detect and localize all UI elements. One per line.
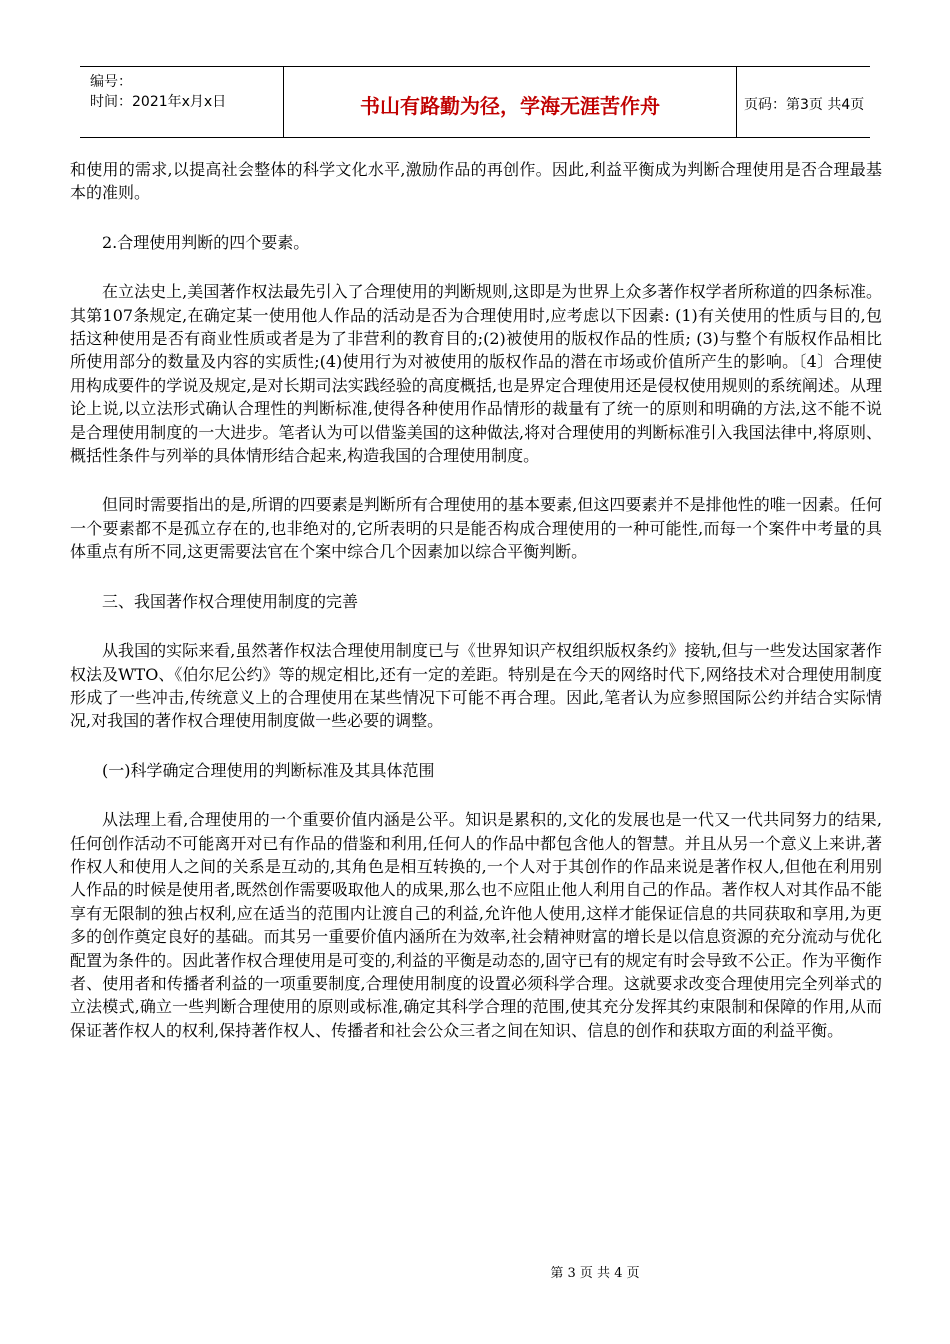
header-page-cell [736,67,870,137]
header-motto-cell [283,67,737,137]
header-page-number: 页码：第3页 共4页 [744,97,865,113]
section-heading: 三、我国著作权合理使用制度的完善 [102,591,359,611]
paragraph: 但同时需要指出的是,所谓的四要素是判断所有合理使用的基本要素,但这四要素并不是排他性的唯一因素。任何一个要素都不是孤立存在的,也非绝对的,它所表明的只是能否构成合理使用的一种可能性,而每一个案件中考量的具体重点有所不同,这更需要法官在个案中综合几个因素加以综合平衡判断。 [70,495,882,562]
section-heading: (一)科学确定合理使用的判断标准及其具体范围 [102,760,435,780]
header-motto: 书山有路勤为径，学海无涯苦作舟 [360,94,660,118]
paragraph: 和使用的需求,以提高社会整体的科学文化水平,激励作品的再创作。因此,利益平衡成为判断合理使用是否合理最基本的准则。 [70,160,882,203]
document-number: 编号： [90,74,132,90]
paragraph: 从法理上看,合理使用的一个重要价值内涵是公平。知识是累积的,文化的发展也是一代又一代共同努力的结果,任何创作活动不可能离开对已有作品的借鉴和利用,任何人的作品中都包含他人的智慧。并且从另一个意义上来讲,著作权人和使用人之间的关系是互动的,其角色是相互转换的,一个人对于其创作的作品来说是著作权人,但他在利用别人作品的时候是使用者,既然创作需要吸取他人的成果,那么也不应阻止他人利用自己的作品。著作权人对其作品不能享有无限制的独占权利,应在适当的范围内让渡自己的利益,允许他人使用,这样才能保证信息的共同获取和享用,为更多的创作奠定良好的基础。而其另一重要价值内涵所在为效率,社会精神财富的增长是以信息资源的充分流动与优化配置为条件的。因此著作权合理使用是可变的,利益的平衡是动态的,固守已有的规定有时会导致不公正。作为平衡作者、使用者和传播者利益的一项重要制度,合理使用制度的设置必须科学合理。这就要求改变合理使用完全列举式的立法模式,确立一些判断合理使用的原则或标准,确定其科学合理的范围,使其充分发挥其约束限制和保障的作用,从而保证著作权人的权利,保持著作权人、传播者和社会公众三者之间在知识、信息的创作和获取方面的利益平衡。 [70,810,882,1040]
section-heading: 2.合理使用判断的四个要素。 [102,232,310,252]
document-body [70,158,882,1068]
page-footer [0,1262,950,1281]
header-meta-cell [80,67,283,137]
paragraph: 在立法史上,美国著作权法最先引入了合理使用的判断规则,这即是为世界上众多著作权学者所称道的四条标准。其第107条规定,在确定某一使用他人作品的活动是否为合理使用时,应考虑以下因素: (1)有关使用的性质与目的,包括这种使用是否有商业性质或者是为了非营利的教育目的;(2)被使用的版权作品的性质; (3)与整个有版权作品相比所使用部分的数量及内容的实质性;(4)使用行为对被使用的版权作品的潜在市场或价值所产生的影响。〔4〕合理使用构成要件的学说及规定,是对长期司法实践经验的高度概括,也是界定合理使用还是侵权使用规则的系统阐述。从理论上说,以立法形式确认合理性的判断标准,使得各种使用作品情形的裁量有了统一的原则和明确的方法,这不能不说是合理使用制度的一大进步。笔者认为可以借鉴美国的这种做法,将对合理使用的判断标准引入我国法律中,将原则、概括性条件与列举的具体情形结合起来,构造我国的合理使用制度。 [70,282,882,466]
page-header [80,66,870,138]
footer-page-number: 第 3 页 共 4 页 [550,1266,640,1281]
document-date: 时间：2021年x月x日 [90,94,227,110]
paragraph: 从我国的实际来看,虽然著作权法合理使用制度已与《世界知识产权组织版权条约》接轨,但与一些发达国家著作权法及WTO、《伯尔尼公约》等的规定相比,还有一定的差距。特别是在今天的网络时代下,网络技术对合理使用制度形成了一些冲击,传统意义上的合理使用在某些情况下可能不再合理。因此,笔者认为应参照国际公约并结合实际情况,对我国的著作权合理使用制度做一些必要的调整。 [70,641,882,731]
